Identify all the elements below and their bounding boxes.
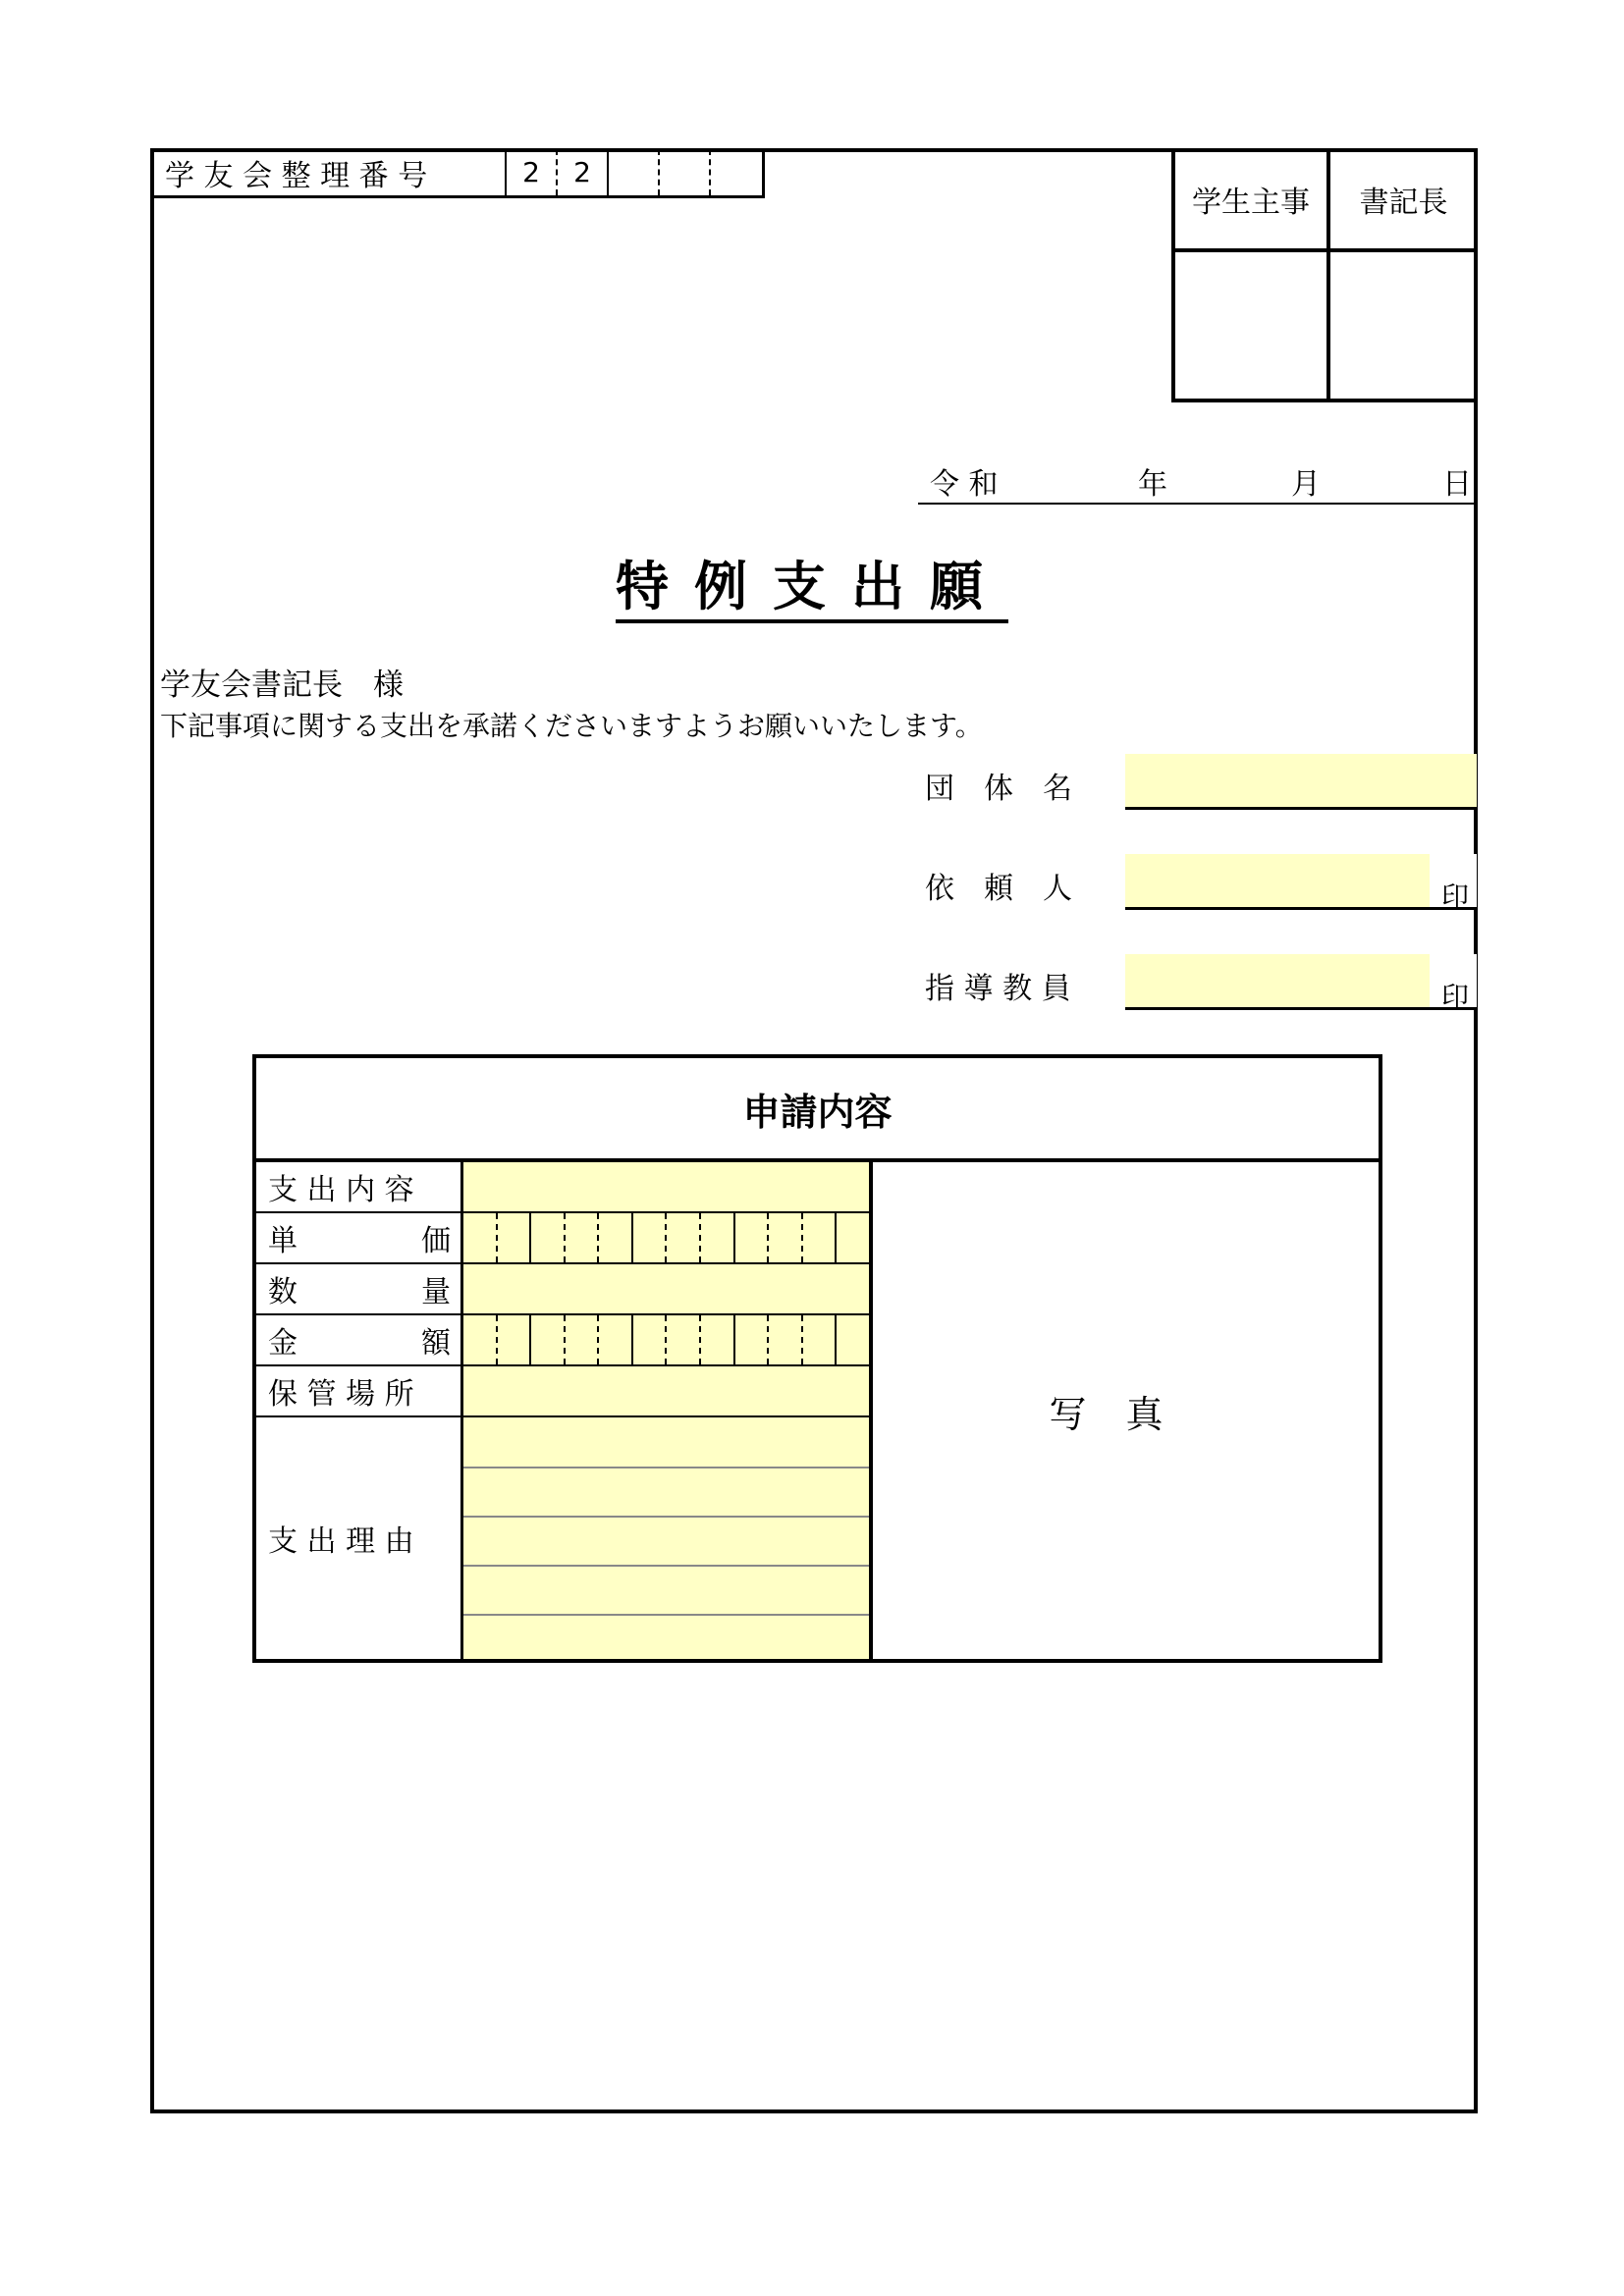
approval-header-student-affairs: 学生主事 xyxy=(1192,186,1310,220)
requester-label: 依 頼 人 xyxy=(925,872,1072,906)
quantity-label: 数 量 xyxy=(256,1264,460,1315)
quantity-field[interactable] xyxy=(460,1264,869,1315)
advisor-seal-mark: 印 xyxy=(1440,981,1469,1013)
unit-price-label: 単 価 xyxy=(256,1213,460,1264)
date-day: 日 xyxy=(1442,467,1472,502)
approval-stamp-student-affairs[interactable] xyxy=(1175,252,1326,399)
intro-text: 下記事項に関する支出を承諾くださいますようお願いいたします。 xyxy=(160,710,983,742)
reason-field[interactable] xyxy=(460,1417,869,1659)
registration-digit-2[interactable]: 2 xyxy=(558,149,609,195)
registration-digit-4[interactable] xyxy=(660,149,711,195)
registration-digit-3[interactable] xyxy=(609,149,660,195)
approval-stamp-secretary[interactable] xyxy=(1330,252,1477,399)
group-name-label: 団 体 名 xyxy=(925,772,1072,806)
item-label: 支 出 内 容 xyxy=(256,1162,460,1213)
photo-area[interactable]: 写真 xyxy=(869,1162,1379,1659)
advisor-row xyxy=(925,954,1477,1013)
date-era: 令 和 xyxy=(930,467,999,502)
reason-rule xyxy=(463,1614,869,1616)
requester-field[interactable] xyxy=(1125,854,1477,910)
registration-digit-1[interactable]: 2 xyxy=(507,149,558,195)
requester-seal-mark: 印 xyxy=(1440,881,1469,913)
application-table xyxy=(252,1054,1382,1663)
date-line xyxy=(918,452,1476,505)
requester-row xyxy=(925,854,1477,913)
unit-price-digits xyxy=(463,1213,869,1262)
amount-label: 金 額 xyxy=(256,1315,460,1366)
registration-label: 学 友 会 整 理 番 号 xyxy=(151,149,507,195)
approval-stamp-grid xyxy=(1171,149,1477,402)
approval-header-secretary: 書記長 xyxy=(1359,186,1448,220)
date-month: 月 xyxy=(1291,467,1321,502)
date-year: 年 xyxy=(1138,467,1167,502)
storage-field[interactable] xyxy=(460,1366,869,1417)
group-name-row xyxy=(925,754,1477,809)
reason-rule xyxy=(463,1467,869,1468)
advisor-field[interactable] xyxy=(1125,954,1477,1010)
addressee: 学友会書記長 様 xyxy=(160,667,404,703)
group-name-field[interactable] xyxy=(1125,754,1477,810)
storage-label: 保 管 場 所 xyxy=(256,1366,460,1417)
advisor-label: 指 導 教 員 xyxy=(925,972,1071,1006)
registration-number-box xyxy=(151,149,765,198)
unit-price-field[interactable] xyxy=(460,1213,869,1264)
amount-digits xyxy=(463,1315,869,1364)
reason-rule xyxy=(463,1565,869,1567)
item-field[interactable] xyxy=(460,1162,869,1213)
page-title: 特例支出願 xyxy=(0,545,1624,620)
registration-digit-5[interactable] xyxy=(711,149,762,195)
reason-label: 支 出 理 由 xyxy=(268,1524,414,1559)
amount-field[interactable] xyxy=(460,1315,869,1366)
application-heading: 申請内容 xyxy=(256,1058,1379,1162)
reason-rule xyxy=(463,1516,869,1518)
